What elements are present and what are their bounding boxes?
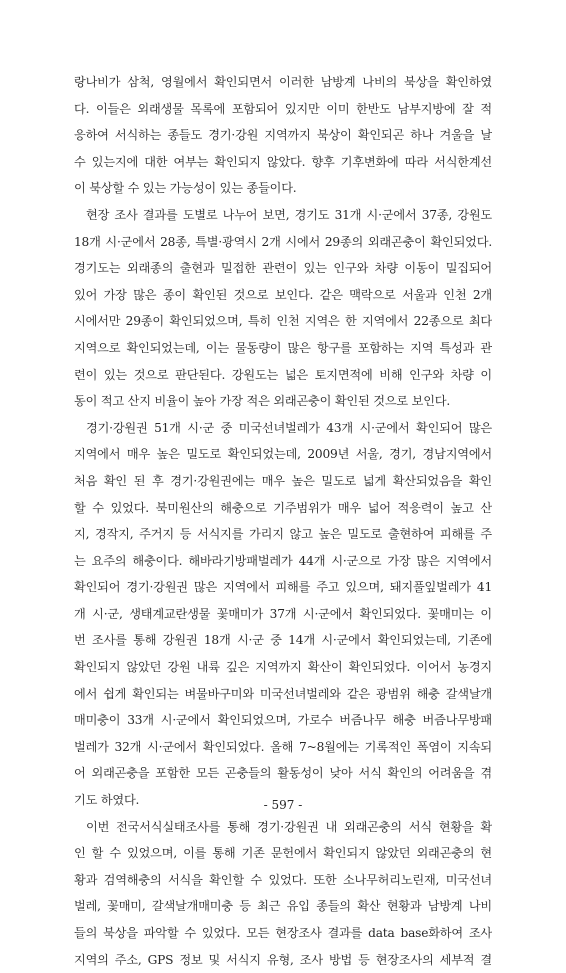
text-line: 할 수 있었다. 북미원산의 해충으로 기주범위가 매우 넓어 적응력이 높고 산 [74, 500, 492, 515]
text-line: 개 시·군, 생태계교란생물 꽃매미가 37개 시·군에서 확인되었다. 꽃매미는 이 [74, 606, 492, 621]
text-line: 랑나비가 삼척, 영월에서 확인되면서 이러한 남방계 나비의 북상을 확인하였 [74, 75, 492, 89]
text-line: 에서 쉽게 확인되는 벼물바구미와 미국선녀벌레와 같은 광범위 해충 갈색날개 [74, 686, 492, 701]
text-line: 동이 적고 산지 비율이 높아 가장 적은 외래곤충이 확인된 것으로 보인다. [74, 394, 451, 409]
paragraph [74, 202, 492, 415]
text-line: 수 있는지에 대한 여부는 확인되지 않았다. 향후 기후변화에 따라 서식한계선 [74, 154, 492, 169]
text-line: 응하여 서식하는 종들도 경기·강원 지역까지 북상이 확인되곤 하나 겨울을 날 [74, 128, 492, 143]
text-line: 번 조사를 통해 강원권 18개 시·군 중 14개 시·군에서 확인되었는데, 기존에 [74, 633, 492, 648]
page-number: - 597 - [263, 798, 303, 812]
text-line: 는 요주의 해충이다. 해바라기방패벌레가 44개 시·군으로 가장 많은 지역에서 [74, 553, 492, 568]
paragraph [74, 814, 492, 973]
text-line: 경기도는 외래종의 출현과 밀접한 관련이 있는 인구와 차량 이동이 밀집되어 [74, 261, 492, 276]
text-line: 18개 시·군에서 28종, 특별·광역시 2개 시에서 29종의 외래곤충이 확인되었다. [74, 234, 492, 249]
text-line: 경기·강원권 51개 시·군 중 미국선녀벌레가 43개 시·군에서 확인되어 많은 [86, 420, 492, 435]
text-line: 지역에서 매우 높은 밀도로 확인되었는데, 2009년 서울, 경기, 경남지역에서 [74, 447, 492, 462]
text-line: 지역으로 확인되었는데, 이는 물동량이 많은 항구를 포함하는 지역 특성과 관 [74, 340, 492, 355]
text-line: 들의 북상을 파악할 수 있었다. 모든 현장조사 결과를 data base화하여 조사 [74, 926, 492, 940]
text-line: 어 외래곤충을 포함한 모든 곤충들의 활동성이 낮아 서식 확인의 어려움을 겪 [74, 766, 492, 781]
paragraph [74, 415, 492, 814]
text-line: 확인되어 경기·강원권 많은 지역에서 피해를 주고 있으며, 돼지풀잎벌레가 41 [74, 580, 492, 595]
text-line: 련이 있는 것으로 판단된다. 강원도는 넓은 토지면적에 비해 인구와 차량 이 [74, 367, 492, 382]
text-line: 다. 이들은 외래생물 목록에 포함되어 있지만 이미 한반도 남부지방에 잘 적 [74, 101, 492, 116]
text-line: 시에서만 29종이 확인되었으며, 특히 인천 지역은 한 지역에서 22종으로 최다 [74, 314, 492, 329]
text-line: 확인되지 않았던 강원 내륙 깊은 지역까지 확산이 확인되었다. 이어서 농경지 [74, 660, 492, 675]
body-text [74, 69, 492, 973]
text-line: 처음 확인 된 후 경기·강원권에는 매우 높은 밀도로 넓게 확산되었음을 확인 [74, 473, 492, 488]
text-line: 매미충이 33개 시·군에서 확인되었으며, 가로수 버즘나무 해충 버즘나무방패 [74, 713, 492, 728]
text-line: 인 할 수 있었으며, 이를 통해 기존 문헌에서 확인되지 않았던 외래곤충의 현 [74, 846, 492, 861]
paragraph [74, 69, 492, 202]
text-line: 지역의 주소, GPS 정보 및 서식지 유형, 조사 방법 등 현장조사의 세부적 결 [74, 952, 492, 967]
text-line: 벌레, 꽃매미, 갈색날개매미충 등 최근 유입 종들의 확산 현황과 남방계 나비 [74, 899, 492, 914]
text-line: 황과 검역해충의 서식을 확인할 수 있었다. 또한 소나무허리노린재, 미국선녀 [74, 872, 492, 887]
text-line: 기도 하였다. [74, 793, 140, 808]
text-line: 이 북상할 수 있는 가능성이 있는 종들이다. [74, 181, 297, 196]
text-line: 있어 가장 많은 종이 확인된 것으로 보인다. 같은 맥락으로 서울과 인천 2개 [74, 287, 492, 302]
text-line: 벌레가 32개 시·군에서 확인되었다. 올해 7~8월에는 기록적인 폭염이 지속되 [74, 739, 492, 754]
text-line: 현장 조사 결과를 도별로 나누어 보면, 경기도 31개 시·군에서 37종, 강원도 [86, 207, 492, 222]
text-line: 이번 전국서식실태조사를 통해 경기·강원권 내 외래곤충의 서식 현황을 확 [86, 819, 492, 834]
text-line: 지, 경작지, 주거지 등 서식지를 가리지 않고 높은 밀도로 출현하여 피해를 주 [74, 527, 492, 542]
